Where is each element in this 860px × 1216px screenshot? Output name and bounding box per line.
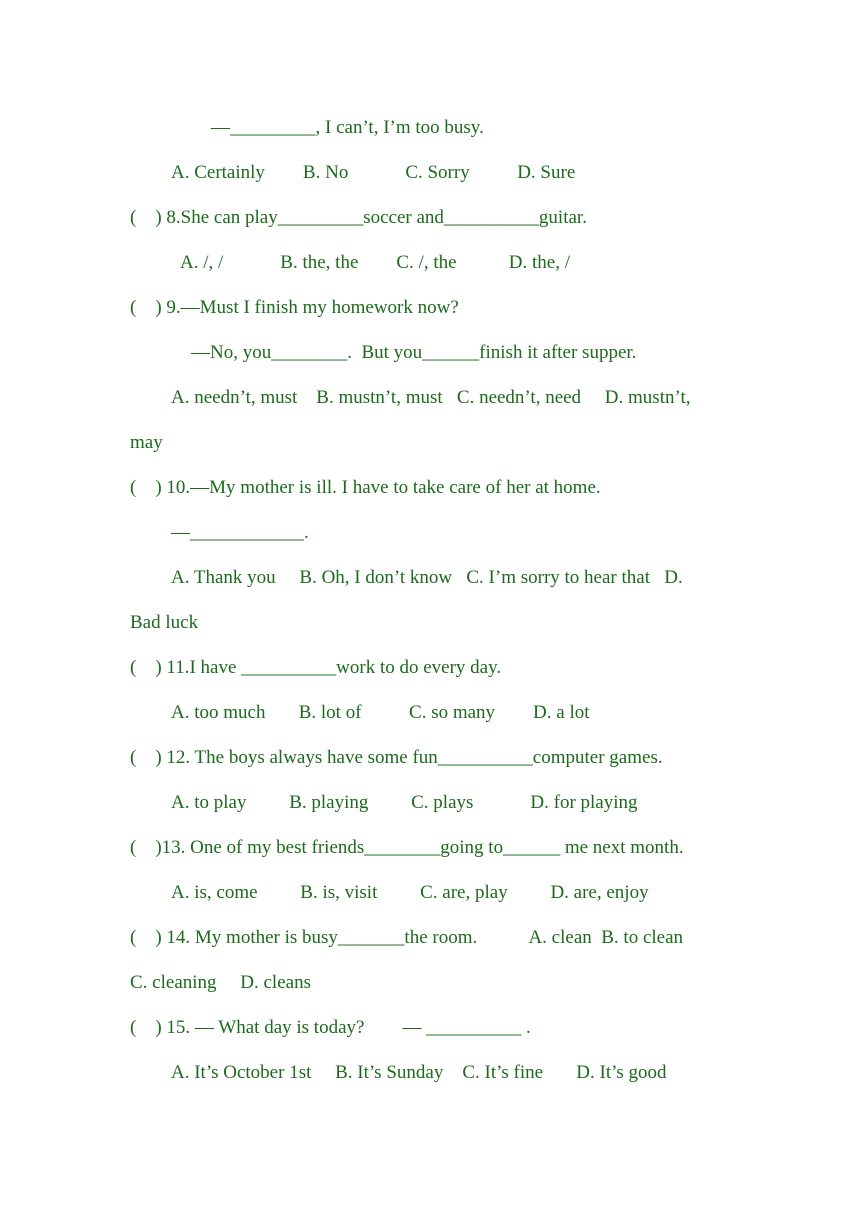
q14-question: ( ) 14. My mother is busy_______the room. A. clean B. to clean	[130, 927, 684, 948]
q12-options: A. to play B. playing C. plays D. for playing	[171, 792, 638, 813]
q9-question: ( ) 9.—Must I finish my homework now?	[130, 297, 459, 318]
q10-answer-line: —____________.	[171, 522, 309, 543]
q10-options-continued: Bad luck	[130, 612, 199, 633]
q15-options: A. It’s October 1st B. It’s Sunday C. It’s fine D. It’s good	[171, 1062, 667, 1083]
q8-options: A. /, / B. the, the C. /, the D. the, /	[180, 252, 571, 273]
q7-options: A. Certainly B. No C. Sorry D. Sure	[171, 162, 576, 183]
q15-question: ( ) 15. — What day is today? — __________ .	[130, 1017, 531, 1038]
q9-options: A. needn’t, must B. mustn’t, must C. needn’t, need D. mustn’t,	[171, 387, 691, 408]
q10-question: ( ) 10.—My mother is ill. I have to take care of her at home.	[130, 477, 601, 498]
q11-options: A. too much B. lot of C. so many D. a lot	[171, 702, 590, 723]
q7-answer-line: —_________, I can’t, I’m too busy.	[211, 117, 484, 138]
q14-options-continued: C. cleaning D. cleans	[130, 972, 311, 993]
q9-options-continued: may	[130, 432, 163, 453]
q12-question: ( ) 12. The boys always have some fun__________computer games.	[130, 747, 663, 768]
q11-question: ( ) 11.I have __________work to do every day.	[130, 657, 502, 678]
q13-question: ( )13. One of my best friends________going to______ me next month.	[130, 837, 684, 858]
q8-question: ( ) 8.She can play_________soccer and__________guitar.	[130, 207, 587, 228]
q10-options: A. Thank you B. Oh, I don’t know C. I’m sorry to hear that D.	[171, 567, 683, 588]
q9-answer-line: —No, you________. But you______finish it after supper.	[191, 342, 637, 363]
q13-options: A. is, come B. is, visit C. are, play D. are, enjoy	[171, 882, 649, 903]
